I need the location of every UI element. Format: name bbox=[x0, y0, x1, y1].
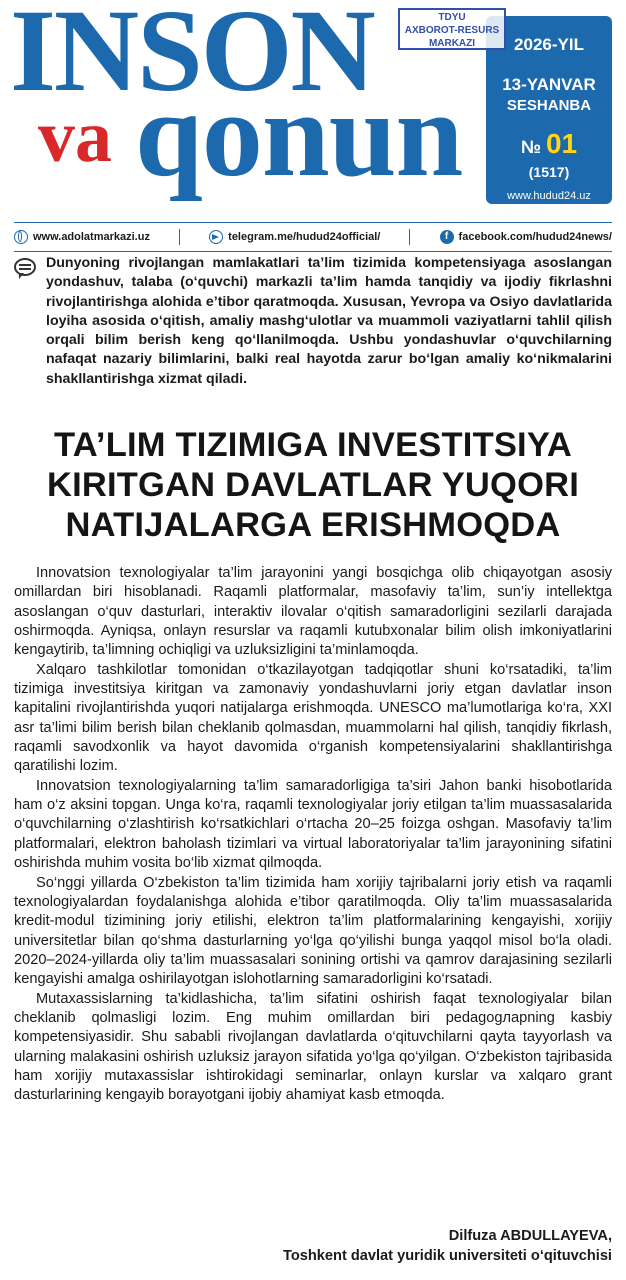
issue-website: www.hudud24.uz bbox=[507, 190, 591, 202]
speech-bubble-icon bbox=[14, 258, 36, 276]
divider bbox=[409, 229, 410, 245]
author-name: Dilfuza ABDULLAYEVA, bbox=[448, 1228, 612, 1244]
article-paragraph: Xalqaro tashkilotlar tomonidan o‘tkazilayotgan tadqiqotlar shuni ko‘rsatadiki, ta’lim tizimiga investitsiya kiritgan va zamonaviy yondashuvlarni joriy etgan davlatlar inson kapitalini rivojlantirishda yuqori natijalarga erishmoqda. UNESCO ma’lumotlariga ko‘ra, XXI asr ta’limi bilim berish bilan cheklanib qolmasdan, muammolarni hal qilish, tanqidiy fikrlash, raqamli savodxonlik va hayot davomida o‘rganish kompetensiyalarini shakllantirishga qaratilishi lozim. bbox=[14, 661, 612, 775]
stamp-line: AXBOROT-RESURS bbox=[404, 25, 500, 36]
article-paragraph: Innovatsion texnologiyalar ta’lim jarayonini yangi bosqichga olib chiqayotgan asosiy omillardan biri hisoblanadi. Raqamli platformalar, masofaviy ta’lim, sun’iy intellektga asoslangan o‘quv dasturlari, interaktiv ilovalar o‘qitish samaradorligini sezilarli darajada oshirmoqda. Ayniqsa, onlayn resurslar va raqamli kutubxonalar bilim olish imkoniyatlarini kengaytirib, ta’limning ochiqligi va uzluksizligini ta’minlamoqda. bbox=[14, 565, 612, 659]
issue-year: 2026-YIL bbox=[514, 35, 584, 54]
article-paragraph: So‘nggi yillarda O‘zbekiston ta’lim tizimida ham xorijiy tajribalarni joriy etish va raqamli texnologiyalardan foydalanishga alohida e’tibor qaratilmoqda. Oliy ta’lim muassasalarida kredit-modul tizimining joriy etilishi, elektron ta’lim platformalarining kengayishi, xorijiy universitetlar bilan qo‘shma dasturlarning yo‘lga qo‘yilishi bunga yaqqol misol bo‘la oladi. 2020–2024-yillarda oliy ta’lim muassasalari sonining ortishi va qamrov darajasining sezilarli kengayishi amalga oshirilayotgan islohotlarning samaradorligini ko‘rsatadi. bbox=[14, 874, 612, 988]
telegram-link-text: telegram.me/hudud24official/ bbox=[228, 231, 381, 243]
facebook-icon: f bbox=[440, 230, 454, 244]
library-stamp bbox=[398, 8, 506, 50]
facebook-link-text: facebook.com/hudud24news/ bbox=[458, 231, 612, 243]
article-paragraph: Innovatsion texnologiyalarning ta’lim samaradorligiga ta’siri Jahon banki hisobotlarida ham o‘z aksini topgan. Unga ko‘ra, raqamli texnologiyalar joriy etilgan ta’lim muassasalarida o‘quvchilarning o‘zlashtirish ko‘rsatkichlari o‘rtacha 20–25 foizga oshgan. Masofaviy ta’lim platformalari, elektron baholash tizimlari va virtual laboratoriyalar ta’lim jarayonining sifatini oshirishda muhim vosita bo‘lib xizmat qilmoqda. bbox=[14, 777, 612, 872]
masthead bbox=[0, 0, 626, 220]
newspaper-title-inson: INSON bbox=[10, 0, 374, 116]
telegram-link[interactable] bbox=[209, 230, 380, 244]
newspaper-title-qonun: qonun bbox=[135, 67, 463, 202]
issue-number-value: 01 bbox=[545, 128, 578, 159]
social-links-bar bbox=[14, 222, 612, 252]
issue-number bbox=[486, 128, 612, 160]
stamp-line: MARKAZI bbox=[428, 38, 476, 49]
article-paragraph: Mutaxassislarning ta’kidlashicha, ta’lim sifatini oshirish faqat texnologiyalar bilan cheklanib qolmasligi lozim. Eng muhim omillardan biri pedagogларning kasbiy kompetensiyasidir. Shu sababli rivojlangan davlatlarda o‘qituvchilarni qayta tayyorlash va ularning malakasini oshirish uzluksiz jarayon sifatida yo‘lga qo‘yilgan. O‘zbekiston tajribasida ham xorijiy mutaxassislar ishtirokidagi seminarlar, onlayn kurslar va xalqaro grant dasturlarining kengayib borayotgani ijobiy ahamiyat kasb etmoqda. bbox=[14, 990, 612, 1104]
website-link-text: www.adolatmarkazi.uz bbox=[33, 231, 150, 243]
article-lead: Dunyoning rivojlangan mamlakatlari ta’lim tizimida kompetensiyaga asoslangan yondashuv, talaba (o‘quvchi) markazli ta’lim hamda tanqidiy va ijodiy fikrlashni rivojlantirishga alohida e’tibor qaratmoqda. Xususan, Yevropa va Osiyo davlatlarida loyiha asosida o‘qitish, amaliy mashg‘ulotlar va muammoli vaziyatlarni tahlil qilish orqali bilim berish keng qo‘llanilmoqda. Ushbu yondashuvlar o‘quvchilarning nafaqat nazariy bilimlarini, balki real hayotda zarur bo‘lgan amaliy ko‘nikmalarini shakllantirishga xizmat qiladi. bbox=[46, 255, 612, 387]
article-headline: TA’LIM TIZIMIGA INVESTITSIYA KIRITGAN DAVLATLAR YUQORI NATIJALARGA ERISHMOQDA bbox=[46, 426, 580, 544]
author-title: Toshkent davlat yuridik universiteti o‘qituvchisi bbox=[283, 1248, 612, 1264]
author-signature bbox=[283, 1226, 612, 1266]
divider bbox=[179, 229, 180, 245]
issue-number-prefix: № bbox=[520, 137, 541, 157]
globe-icon bbox=[14, 230, 28, 244]
issue-date: 13-YANVAR bbox=[502, 75, 596, 94]
website-link[interactable] bbox=[14, 230, 150, 244]
issue-total-number: (1517) bbox=[528, 164, 570, 180]
telegram-icon bbox=[209, 230, 223, 244]
issue-weekday: SESHANBA bbox=[506, 97, 592, 114]
article-body bbox=[14, 564, 612, 1106]
facebook-link[interactable] bbox=[440, 230, 612, 244]
stamp-line: TDYU bbox=[438, 12, 466, 23]
newspaper-title-va: va bbox=[38, 96, 112, 178]
